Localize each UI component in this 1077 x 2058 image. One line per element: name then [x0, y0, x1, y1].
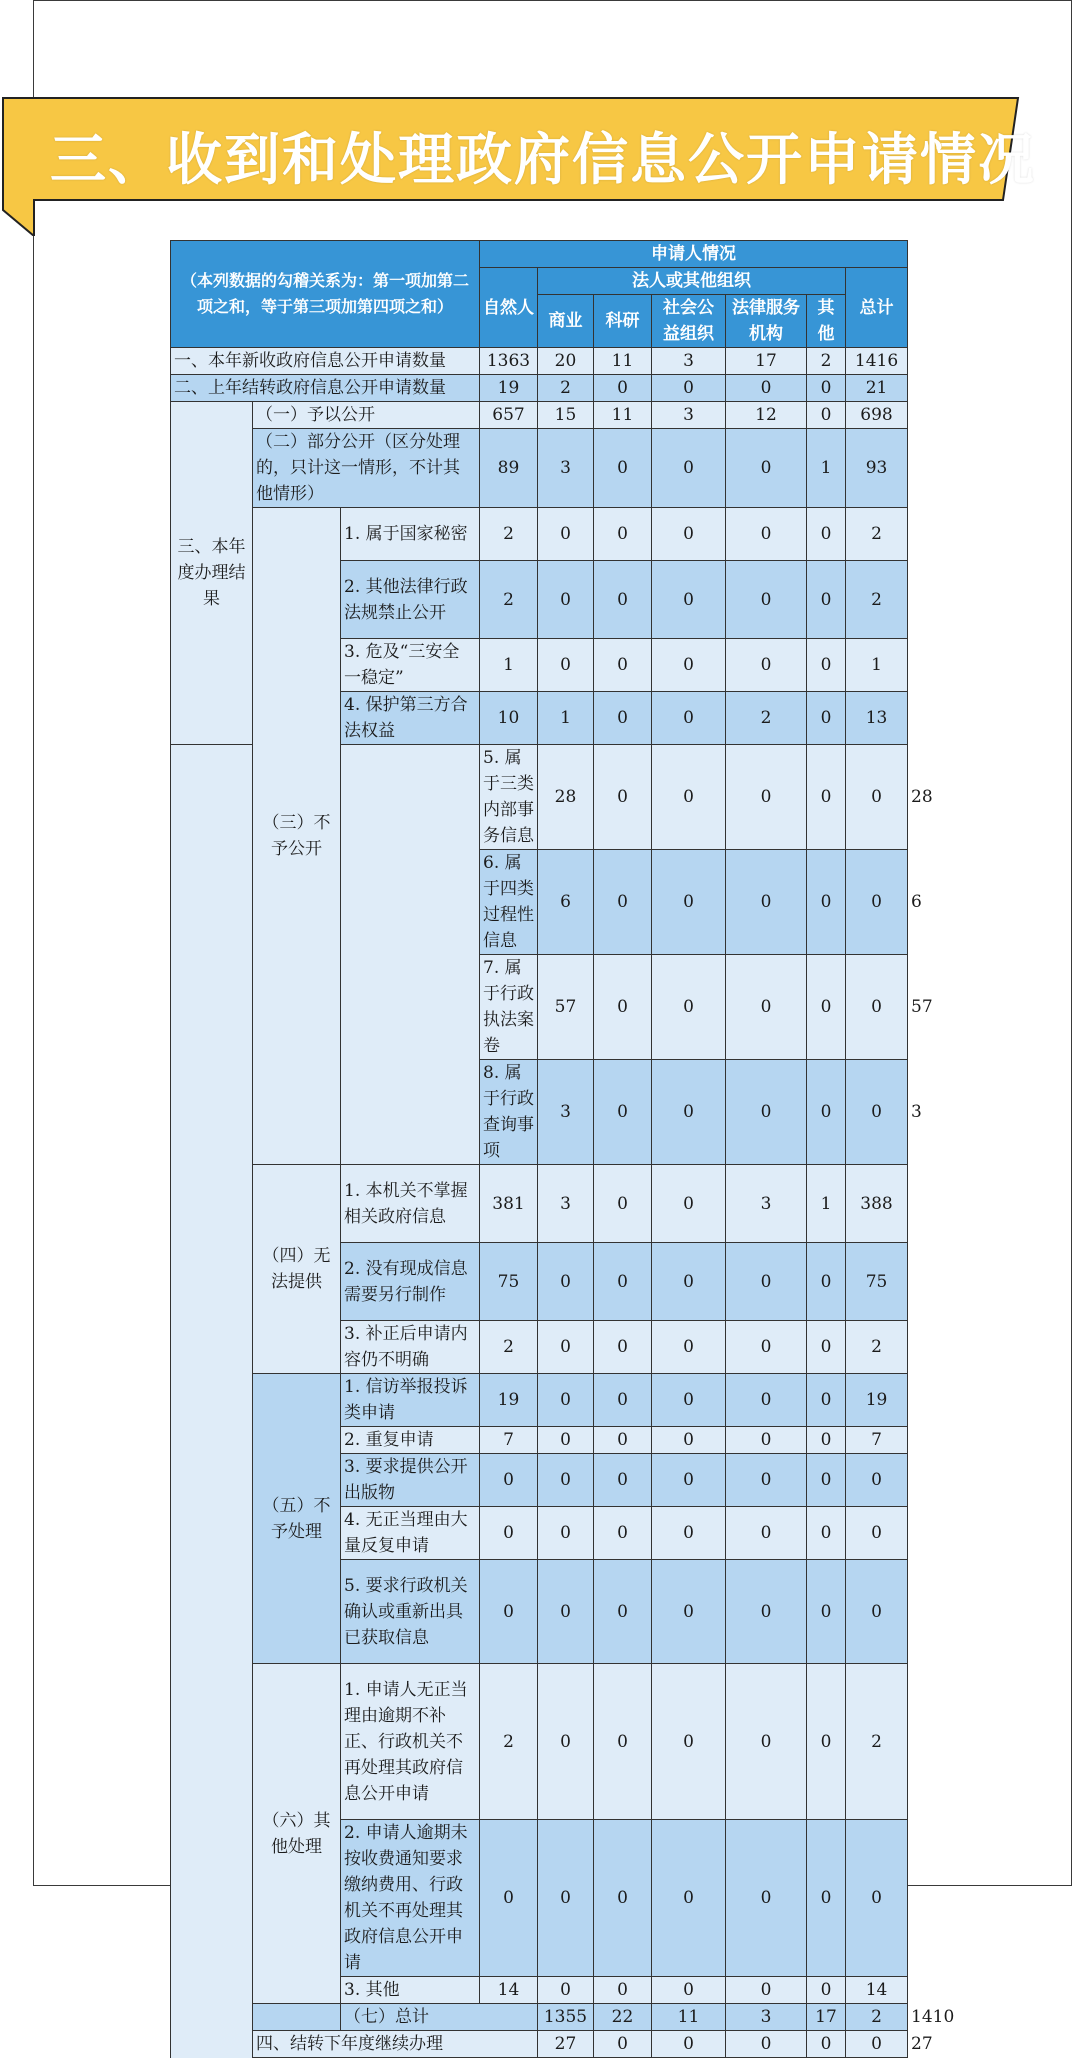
cell-total: 2	[846, 1321, 908, 1374]
cell-other: 1	[807, 1165, 846, 1243]
cell-other: 1	[807, 429, 846, 508]
cell-total: 2	[846, 508, 908, 561]
header-social: 社会公益组织	[652, 295, 726, 348]
cell-other: 0	[807, 1374, 846, 1427]
cell-natural: 0	[480, 1507, 538, 1560]
cell-other: 0	[807, 402, 846, 429]
row-label: 四、结转下年度继续办理	[253, 2031, 538, 2058]
cell-commerce: 0	[538, 508, 594, 561]
row-new-requests	[171, 348, 908, 375]
cell-natural: 0	[480, 1454, 538, 1507]
cell-law: 0	[726, 1374, 807, 1427]
row-label: （二）部分公开（区分处理的，只计这一情形，不计其他情形）	[253, 429, 480, 508]
row-not-held	[171, 1165, 908, 1243]
cell-law: 2	[726, 692, 807, 745]
group-unavailable: （四）无法提供	[253, 1165, 341, 1374]
cell-law: 0	[726, 375, 807, 402]
cell-natural: 2	[480, 508, 538, 561]
cell-commerce: 22	[594, 2004, 652, 2031]
cell-other: 0	[807, 639, 846, 692]
cell-commerce: 0	[594, 1060, 652, 1165]
cell-research: 11	[652, 2004, 726, 2031]
row-label: 1. 本机关不掌握相关政府信息	[341, 1165, 480, 1243]
cell-research: 0	[594, 1560, 652, 1664]
cell-law: 0	[726, 639, 807, 692]
cell-social: 0	[652, 1507, 726, 1560]
cell-natural: 1	[480, 639, 538, 692]
cell-research: 0	[594, 508, 652, 561]
header-research: 科研	[594, 295, 652, 348]
cell-other: 0	[807, 1820, 846, 1977]
cell-research: 11	[594, 348, 652, 375]
group-not-processed: （五）不予处理	[253, 1374, 341, 1664]
cell-social: 0	[652, 1820, 726, 1977]
cell-natural: 2	[480, 561, 538, 639]
row-label: 3. 危及“三安全一稳定”	[341, 639, 480, 692]
cell-research: 0	[594, 429, 652, 508]
stats-table	[170, 240, 955, 2058]
cell-other: 0	[807, 1560, 846, 1664]
cell-law: 3	[726, 1165, 807, 1243]
header-legal: 法人或其他组织	[538, 268, 846, 295]
cell-commerce: 0	[538, 1977, 594, 2004]
cell-total: 2	[846, 1664, 908, 1820]
cell-research: 0	[594, 1165, 652, 1243]
header-total: 总计	[846, 268, 908, 348]
cell-commerce: 15	[538, 402, 594, 429]
cell-law: 12	[726, 402, 807, 429]
cell-research: 0	[594, 1664, 652, 1820]
row-label: 4. 无正当理由大量反复申请	[341, 1507, 480, 1560]
row-label: 7. 属于行政执法案卷	[480, 955, 538, 1060]
cell-total: 13	[846, 692, 908, 745]
cell-law: 0	[807, 745, 846, 850]
cell-commerce: 0	[538, 1321, 594, 1374]
cell-commerce: 2	[538, 375, 594, 402]
cell-law: 0	[726, 429, 807, 508]
cell-commerce: 0	[538, 639, 594, 692]
row-label: 3. 补正后申请内容仍不明确	[341, 1321, 480, 1374]
cell-social: 0	[652, 1321, 726, 1374]
cell-natural: 19	[480, 1374, 538, 1427]
cell-total: 0	[846, 1820, 908, 1977]
cell-total: 388	[846, 1165, 908, 1243]
cell-law: 0	[726, 1507, 807, 1560]
cell-other: 0	[807, 375, 846, 402]
cell-other: 0	[807, 508, 846, 561]
row-carried-over	[171, 375, 908, 402]
cell-natural: 10	[480, 692, 538, 745]
row-label: 3. 要求提供公开出版物	[341, 1454, 480, 1507]
cell-social: 3	[652, 348, 726, 375]
cell-commerce: 0	[538, 1507, 594, 1560]
cell-natural: 57	[538, 955, 594, 1060]
cell-other: 0	[807, 692, 846, 745]
cell-total: 0	[846, 1507, 908, 1560]
cell-research: 0	[594, 561, 652, 639]
cell-other: 0	[807, 1243, 846, 1321]
cell-other: 0	[807, 1321, 846, 1374]
cell-social: 3	[652, 402, 726, 429]
cell-research: 0	[594, 1321, 652, 1374]
cell-research: 0	[594, 1820, 652, 1977]
cell-research: 0	[594, 692, 652, 745]
cell-law: 17	[726, 348, 807, 375]
row-carry-forward: 四、结转下年度继续办理 27 0 0 0 0 0 27	[171, 2031, 908, 2058]
cell-commerce: 0	[594, 850, 652, 955]
cell-other: 0	[846, 850, 908, 955]
row-label: 8. 属于行政查询事项	[480, 1060, 538, 1165]
row-label: （七）总计	[341, 2004, 538, 2031]
cell-commerce: 0	[538, 1560, 594, 1664]
cell-social: 0	[652, 1454, 726, 1507]
cell-social: 0	[652, 508, 726, 561]
group-not-disclosed-continued	[341, 745, 480, 1165]
cell-natural: 2	[480, 1321, 538, 1374]
cell-law: 0	[726, 1977, 807, 2004]
cell-social: 0	[652, 692, 726, 745]
cell-law: 17	[807, 2004, 846, 2031]
cell-other: 2	[846, 2004, 908, 2031]
cell-total: 75	[846, 1243, 908, 1321]
cell-total: 698	[846, 402, 908, 429]
row-label: 1. 信访举报投诉类申请	[341, 1374, 480, 1427]
cell-commerce: 0	[538, 1427, 594, 1454]
row-internal-affairs: 5. 属于三类内部事务信息 28 0 0 0 0 0 28	[171, 745, 908, 850]
cell-research: 0	[652, 2031, 726, 2058]
cell-research: 0	[594, 1454, 652, 1507]
cell-total: 1	[846, 639, 908, 692]
cell-other: 0	[807, 1977, 846, 2004]
cell-research: 0	[594, 1374, 652, 1427]
cell-social: 0	[726, 2031, 807, 2058]
header-note: （本列数据的勾稽关系为：第一项加第二项之和，等于第三项加第四项之和）	[171, 241, 480, 348]
cell-law: 0	[807, 850, 846, 955]
cell-law: 0	[726, 1243, 807, 1321]
cell-commerce: 0	[538, 561, 594, 639]
cell-natural: 381	[480, 1165, 538, 1243]
cell-research: 0	[594, 1507, 652, 1560]
cell-other: 0	[846, 1060, 908, 1165]
cell-research: 11	[594, 402, 652, 429]
cell-natural: 14	[480, 1977, 538, 2004]
cell-natural: 2	[480, 1664, 538, 1820]
cell-total: 2	[846, 561, 908, 639]
cell-law: 0	[726, 1454, 807, 1507]
row-label: 2. 重复申请	[341, 1427, 480, 1454]
cell-natural: 1363	[480, 348, 538, 375]
group-results: 三、本年度办理结果	[171, 402, 253, 745]
header-applicant: 申请人情况	[480, 241, 908, 268]
row-label: （一）予以公开	[253, 402, 480, 429]
cell-social: 0	[726, 1060, 807, 1165]
cell-commerce: 0	[594, 955, 652, 1060]
cell-commerce: 1	[538, 692, 594, 745]
cell-total: 7	[846, 1427, 908, 1454]
cell-natural: 0	[480, 1820, 538, 1977]
cell-commerce: 0	[538, 1664, 594, 1820]
cell-natural: 6	[538, 850, 594, 955]
cell-law: 0	[726, 1321, 807, 1374]
row-label: 一、本年新收政府信息公开申请数量	[171, 348, 480, 375]
cell-law: 0	[726, 1560, 807, 1664]
cell-natural: 75	[480, 1243, 538, 1321]
cell-research: 0	[594, 375, 652, 402]
row-subtotal: （七）总计 1355 22 11 3 17 2 1410	[171, 2004, 908, 2031]
cell-social: 0	[652, 1427, 726, 1454]
cell-total: 0	[846, 1560, 908, 1664]
cell-total: 1416	[846, 348, 908, 375]
row-label: 二、上年结转政府信息公开申请数量	[171, 375, 480, 402]
cell-natural: 0	[480, 1560, 538, 1664]
cell-natural: 27	[538, 2031, 594, 2058]
cell-research: 0	[652, 1060, 726, 1165]
cell-social: 0	[652, 1243, 726, 1321]
row-state-secret	[171, 508, 908, 561]
cell-law: 0	[726, 1820, 807, 1977]
cell-other: 0	[807, 1427, 846, 1454]
cell-natural: 3	[538, 1060, 594, 1165]
row-label: 5. 属于三类内部事务信息	[480, 745, 538, 850]
row-label: 5. 要求行政机关确认或重新出具已获取信息	[341, 1560, 480, 1664]
cell-commerce: 20	[538, 348, 594, 375]
cell-other: 0	[846, 745, 908, 850]
row-petition	[171, 1374, 908, 1427]
cell-other: 0	[846, 2031, 908, 2058]
cell-law: 0	[726, 1664, 807, 1820]
cell-research: 0	[594, 1243, 652, 1321]
cell-natural: 89	[480, 429, 538, 508]
spacer-cell	[253, 2004, 341, 2031]
cell-social: 0	[652, 1165, 726, 1243]
cell-social: 0	[652, 1977, 726, 2004]
row-partial	[171, 429, 908, 508]
row-admin-query: 8. 属于行政查询事项 3 0 0 0 0 0 3	[171, 1060, 908, 1165]
cell-other: 2	[807, 348, 846, 375]
cell-social: 0	[652, 561, 726, 639]
cell-commerce: 0	[538, 1374, 594, 1427]
cell-research: 0	[652, 955, 726, 1060]
cell-social: 0	[726, 955, 807, 1060]
cell-other: 0	[846, 955, 908, 1060]
cell-social: 0	[652, 639, 726, 692]
cell-total: 93	[846, 429, 908, 508]
cell-law: 0	[807, 1060, 846, 1165]
row-label: 1. 属于国家秘密	[341, 508, 480, 561]
cell-natural: 1355	[538, 2004, 594, 2031]
cell-social: 0	[726, 850, 807, 955]
cell-law: 0	[726, 561, 807, 639]
row-label: 4. 保护第三方合法权益	[341, 692, 480, 745]
cell-total: 19	[846, 1374, 908, 1427]
cell-research: 0	[594, 639, 652, 692]
row-label: 6. 属于四类过程性信息	[480, 850, 538, 955]
cell-commerce: 0	[538, 1820, 594, 1977]
cell-law: 0	[807, 2031, 846, 2058]
group-results-continued	[171, 745, 253, 2058]
row-label: 1. 申请人无正当理由逾期不补正、行政机关不再处理其政府信息公开申请	[341, 1664, 480, 1820]
header-law: 法律服务机构	[726, 295, 807, 348]
cell-social: 0	[652, 1374, 726, 1427]
cell-natural: 657	[480, 402, 538, 429]
cell-commerce: 0	[594, 2031, 652, 2058]
cell-other: 0	[807, 1507, 846, 1560]
cell-commerce: 0	[594, 745, 652, 850]
cell-social: 0	[652, 429, 726, 508]
row-label: 3. 其他	[341, 1977, 480, 2004]
cell-social: 0	[652, 375, 726, 402]
cell-commerce: 3	[538, 1165, 594, 1243]
cell-law: 0	[726, 1427, 807, 1454]
row-label: 2. 没有现成信息需要另行制作	[341, 1243, 480, 1321]
cell-research: 0	[652, 850, 726, 955]
cell-law: 0	[807, 955, 846, 1060]
row-disclosed	[171, 402, 908, 429]
cell-research: 0	[652, 745, 726, 850]
cell-total: 21	[846, 375, 908, 402]
cell-other: 0	[807, 1454, 846, 1507]
group-not-disclosed: （三）不予公开	[253, 508, 341, 1165]
cell-law: 0	[726, 508, 807, 561]
stats-table-wrap	[170, 240, 955, 2058]
cell-social: 0	[652, 1560, 726, 1664]
group-other-processing: （六）其他处理	[253, 1664, 341, 2004]
cell-total: 0	[846, 1454, 908, 1507]
cell-other: 0	[807, 1664, 846, 1820]
cell-social: 3	[726, 2004, 807, 2031]
cell-natural: 19	[480, 375, 538, 402]
cell-social: 0	[652, 1664, 726, 1820]
cell-total: 14	[846, 1977, 908, 2004]
cell-natural: 28	[538, 745, 594, 850]
cell-research: 0	[594, 1427, 652, 1454]
cell-commerce: 0	[538, 1454, 594, 1507]
header-commerce: 商业	[538, 295, 594, 348]
cell-commerce: 3	[538, 429, 594, 508]
cell-natural: 7	[480, 1427, 538, 1454]
cell-other: 0	[807, 561, 846, 639]
cell-research: 0	[594, 1977, 652, 2004]
row-label: 2. 其他法律行政法规禁止公开	[341, 561, 480, 639]
cell-social: 0	[726, 745, 807, 850]
row-label: 2. 申请人逾期未按收费通知要求缴纳费用、行政机关不再处理其政府信息公开申请	[341, 1820, 480, 1977]
header-natural: 自然人	[480, 268, 538, 348]
row-no-correction	[171, 1664, 908, 1820]
header-other: 其他	[807, 295, 846, 348]
row-enforcement-files: 7. 属于行政执法案卷 57 0 0 0 0 0 57	[171, 955, 908, 1060]
row-process-info: 6. 属于四类过程性信息 6 0 0 0 0 0 6	[171, 850, 908, 955]
page-title: 三、收到和处理政府信息公开申请情况	[50, 128, 1036, 193]
cell-commerce: 0	[538, 1243, 594, 1321]
